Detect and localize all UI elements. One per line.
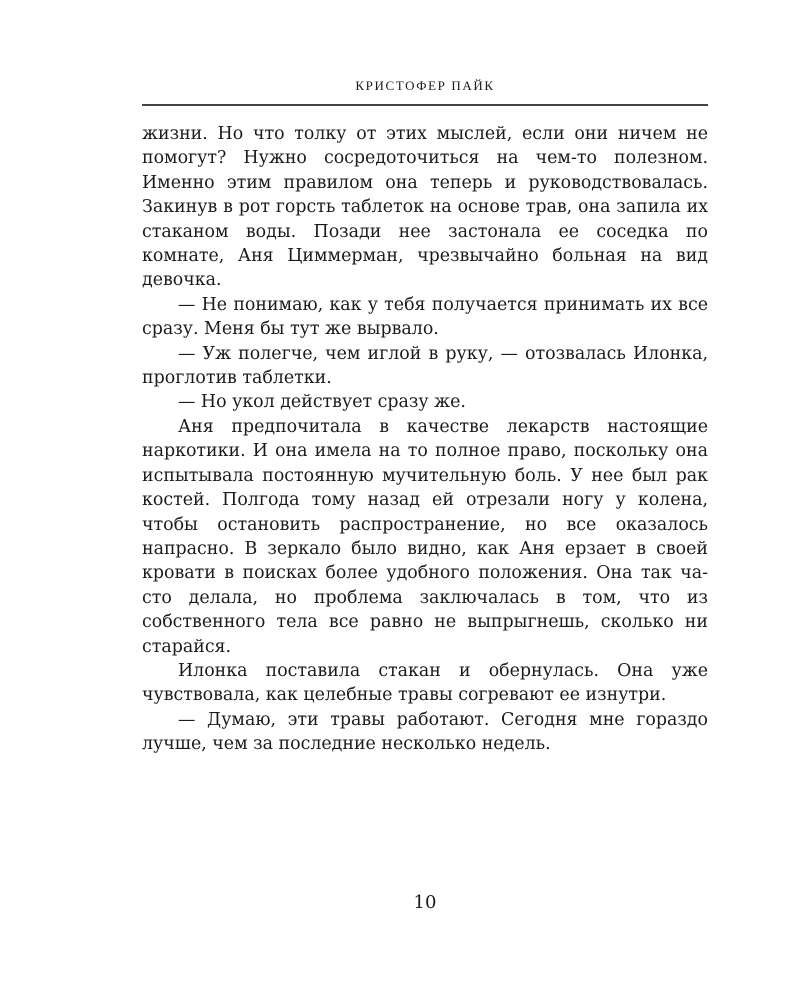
paragraph-1: жизни. Но что толку от этих мыслей, если они ничем не помогут? Нужно сосредоточиться на чем-то полезном. Именно этим правилом она теперь и руководствовалась. Закинув в рот горсть таблеток на основе трав, она запила их стаканом воды. Позади нее застонала ее соседка по комнате, Аня Циммерман, чрезвычайно больная на вид девочка. — [142, 124, 708, 291]
paragraph-7: — Думаю, эти травы работают. Сегодня мне гораздо лучше, чем за последние несколько недель. — [142, 709, 708, 755]
paragraph-4: — Но укол действует сразу же. — [178, 392, 466, 413]
running-header: КРИСТОФЕР ПАЙК — [355, 78, 495, 93]
paragraph-3: — Уж полегче, чем иглой в руку, — отозвалась Илонка, проглотив таблетки. — [142, 343, 708, 389]
page-number: 10 — [413, 892, 437, 913]
header-rule — [142, 104, 708, 106]
body-text — [142, 122, 708, 757]
paragraph-5: Аня предпочитала в качестве лекарств настоящие наркотики. И она имела на то полное право, поскольку она испытывала постоянную мучительную боль. У нее был рак костей. Полгода тому назад ей отрезали ногу у колена, чтобы остановить распространение, но все оказалось напрасно. В зеркало было видно, как Аня ерзает в своей кровати в поисках более удобного положения. Она так часто делала, но проблема заключалась в том, что из собственного тела все равно не выпрыгнешь, сколько ни старайся. — [142, 416, 708, 657]
paragraph-6: Илонка поставила стакан и обернулась. Она уже чувствовала, как целебные травы согревают ее изнутри. — [142, 660, 708, 706]
paragraph-2: — Не понимаю, как у тебя получается принимать их все сразу. Меня бы тут же вырвало. — [142, 294, 708, 340]
